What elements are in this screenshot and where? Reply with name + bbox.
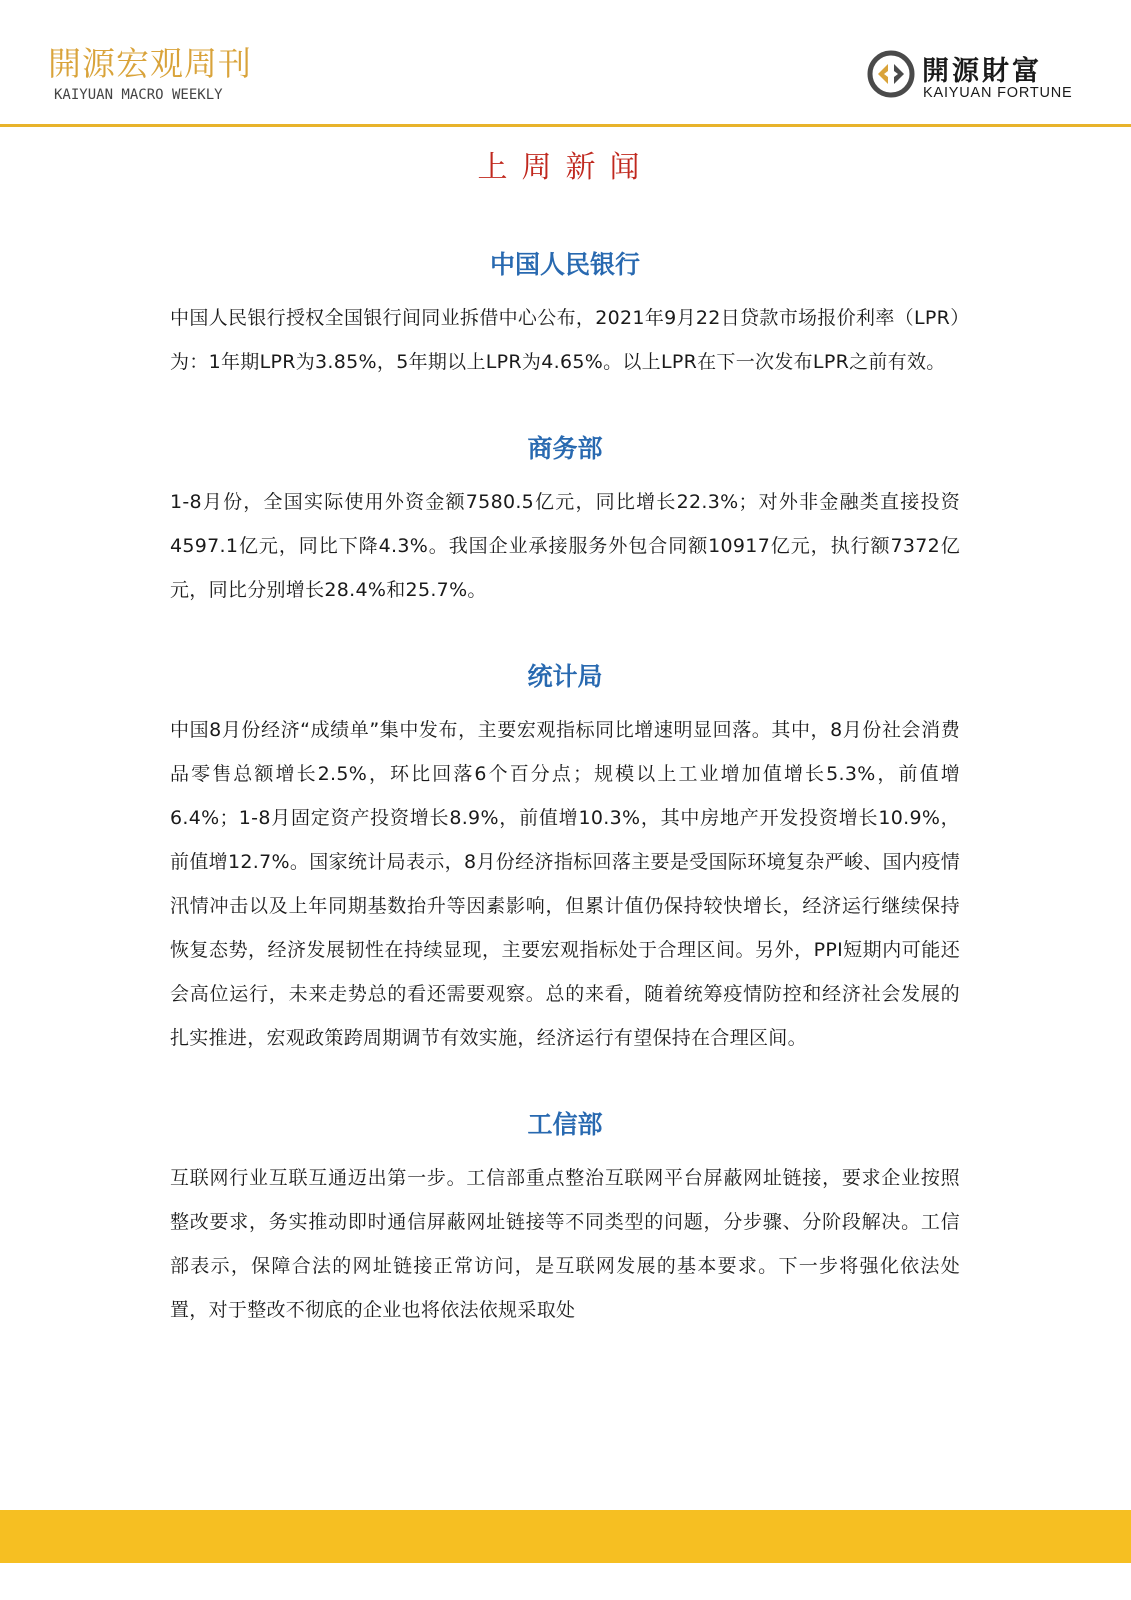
kaiyuan-logo-icon [866, 49, 916, 99]
section-body: 互联网行业互联互通迈出第一步。工信部重点整治互联网平台屏蔽网址链接，要求企业按照整改要求，务实推动即时通信屏蔽网址链接等不同类型的问题，分步骤、分阶段解决。工信部表示，保障合法的网址链接正常访问，是互联网发展的基本要求。下一步将强化依法处置，对于整改不彻底的企业也将依法依规采取处 [170, 1167, 960, 1321]
page-header [0, 0, 1131, 128]
section-heading: 工信部 [527, 1110, 603, 1139]
company-logo [866, 49, 1086, 105]
news-section-pboc [170, 240, 960, 384]
logo-english-name: KAIYUAN FORTUNE [923, 85, 1073, 101]
news-section-statistics [170, 652, 960, 1060]
publication-subtitle: KAIYUAN MACRO WEEKLY [54, 87, 223, 103]
header-divider [0, 124, 1131, 127]
section-heading: 中国人民银行 [489, 250, 640, 279]
section-heading: 统计局 [527, 662, 603, 691]
logo-chinese-name: 開源財富 [922, 56, 1042, 87]
section-body: 1-8月份，全国实际使用外资金额7580.5亿元，同比增长22.3%；对外非金融类直接投资4597.1亿元，同比下降4.3%。我国企业承接服务外包合同额10917亿元，执行额7372亿元，同比分别增长28.4%和25.7%。 [170, 491, 960, 601]
section-body: 中国8月份经济“成绩单”集中发布，主要宏观指标同比增速明显回落。其中，8月份社会消费品零售总额增长2.5%，环比回落6个百分点；规模以上工业增加值增长5.3%，前值增6.4%；1-8月固定资产投资增长8.9%，前值增10.3%，其中房地产开发投资增长10.9%，前值增12.7%。国家统计局表示，8月份经济指标回落主要是受国际环境复杂严峻、国内疫情汛情冲击以及上年同期基数抬升等因素影响，但累计值仍保持较快增长，经济运行继续保持恢复态势，经济发展韧性在持续显现，主要宏观指标处于合理区间。另外，PPI短期内可能还会高位运行，未来走势总的看还需要观察。总的来看，随着统筹疫情防控和经济社会发展的扎实推进，宏观政策跨周期调节有效实施，经济运行有望保持在合理区间。 [170, 719, 960, 1049]
footer-bar [0, 1510, 1131, 1563]
page-title: 上周新闻 [477, 150, 654, 185]
section-body: 中国人民银行授权全国银行间同业拆借中心公布，2021年9月22日贷款市场报价利率（LPR）为：1年期LPR为3.85%，5年期以上LPR为4.65%。以上LPR在下一次发布LPR之前有效。 [170, 307, 960, 373]
news-section-commerce [170, 424, 960, 612]
section-heading: 商务部 [527, 434, 603, 463]
news-section-miit [170, 1100, 960, 1332]
publication-title: 開源宏观周刊 [48, 44, 252, 83]
news-content [170, 240, 960, 1332]
